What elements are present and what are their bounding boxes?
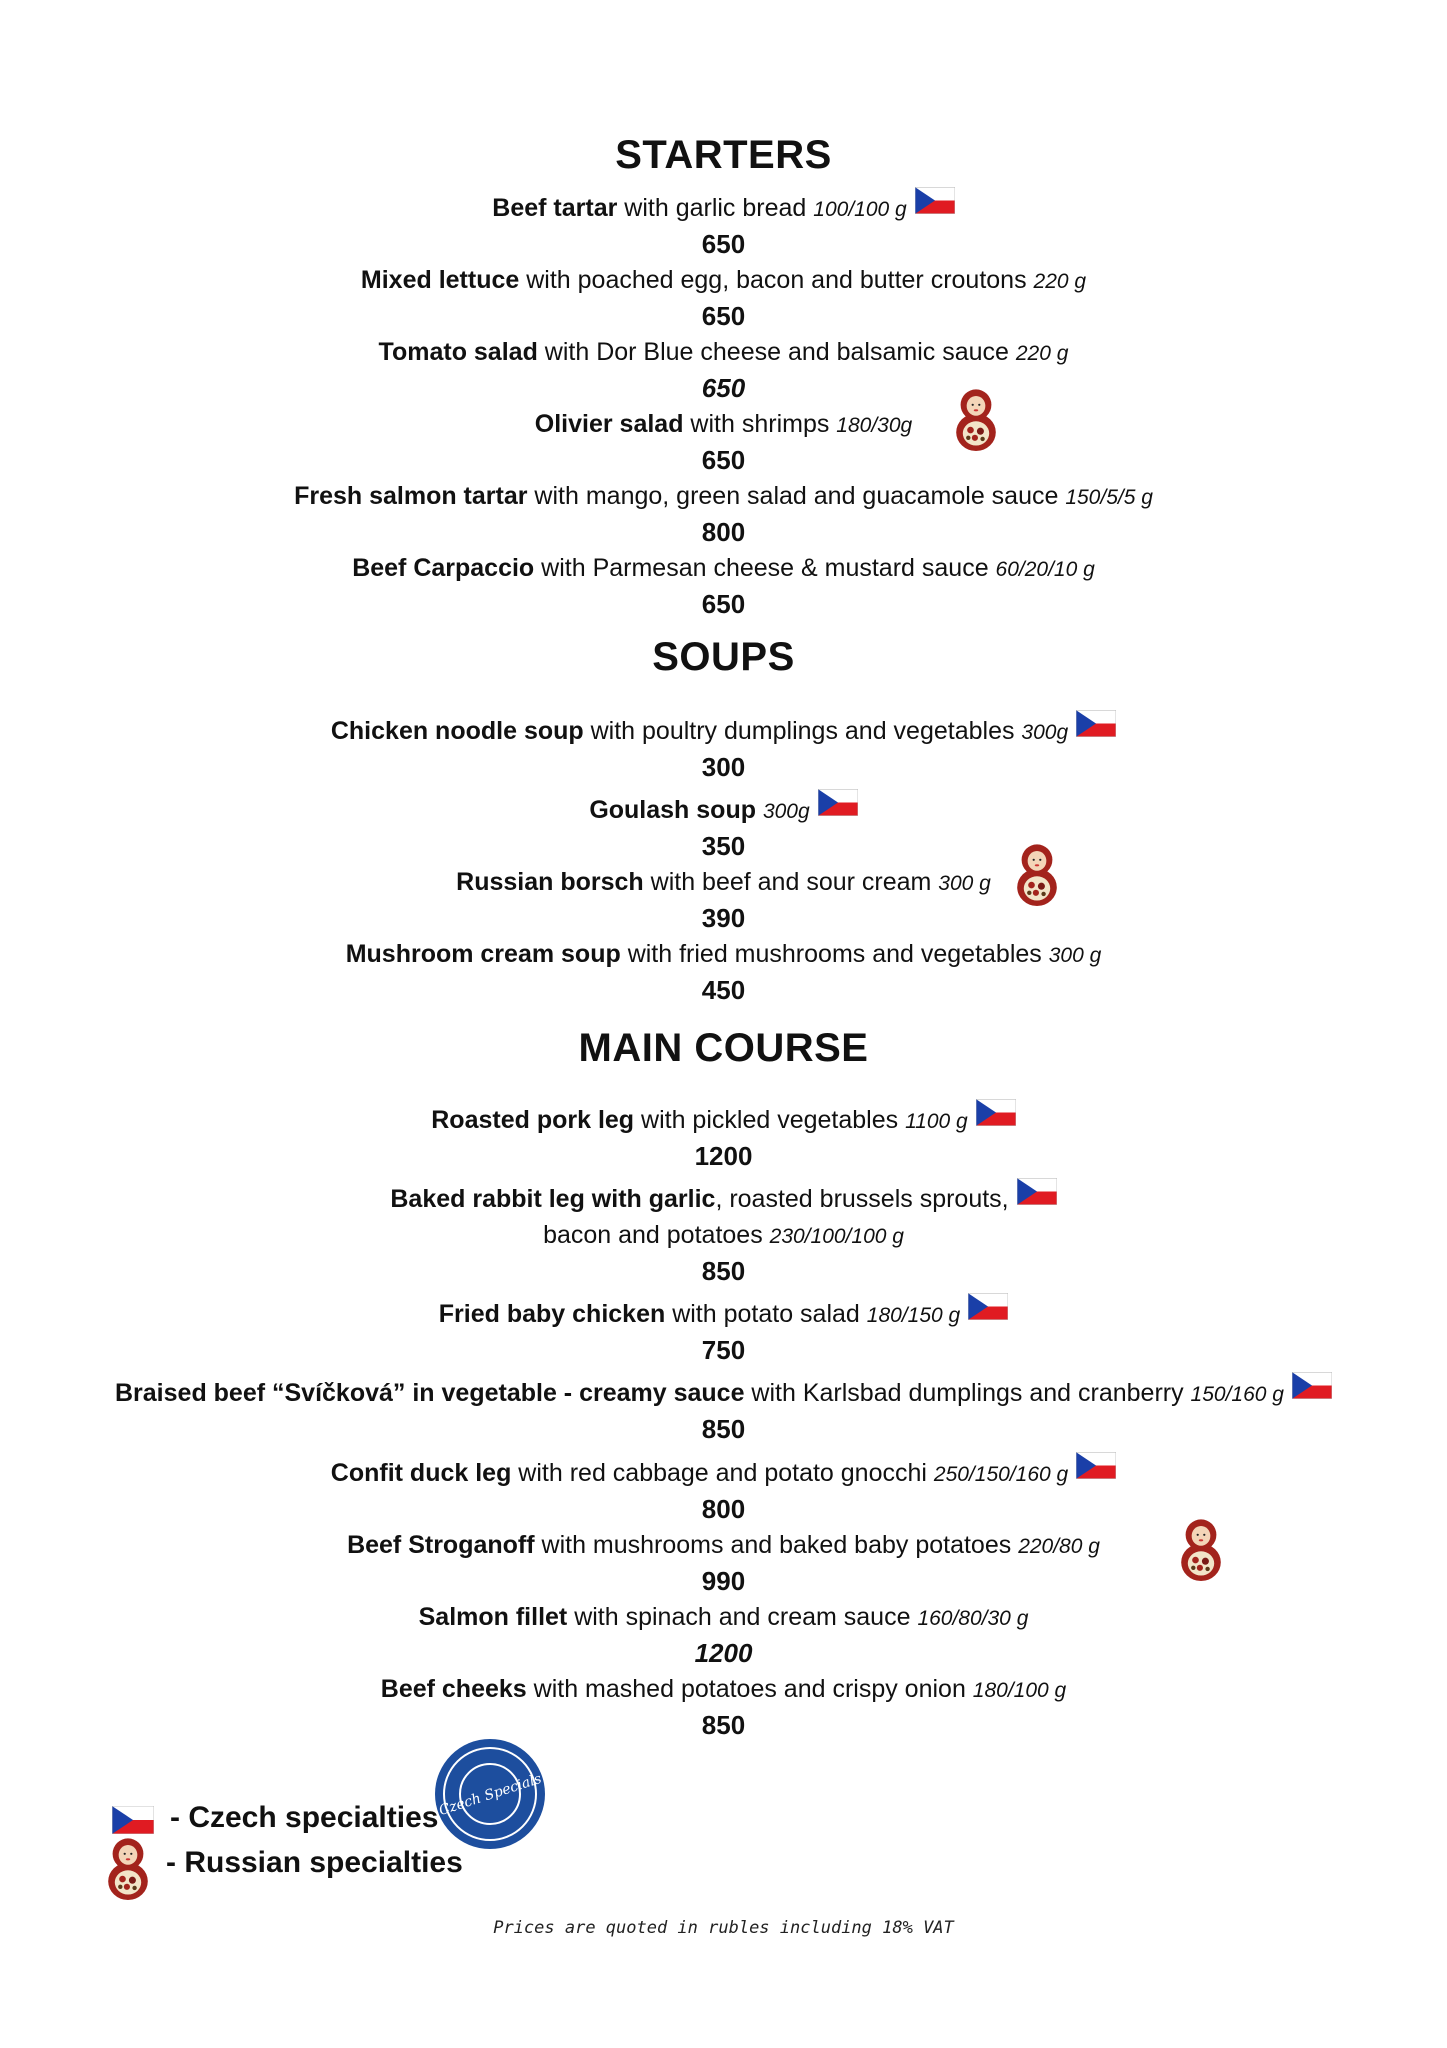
item-weight: 150/160 g [1190,1383,1284,1406]
item-weight: 300g [762,800,810,823]
menu-item [0,191,1447,227]
stamp-text: Czech Specials [437,1770,544,1820]
item-name: Russian borsch [456,868,644,896]
item-description: with mashed potatoes and crispy onion [526,1675,973,1703]
item-name: Beef tartar [492,194,618,222]
item-weight: 220 g [1033,270,1087,293]
item-description [756,796,763,824]
item-price: 300 [701,752,746,782]
item-name: Baked rabbit leg with garlic [390,1185,716,1213]
item-description-continued: bacon and potatoes [543,1221,770,1249]
item-price: 650 [701,229,746,259]
item-weight: 300 g [938,872,991,895]
item-name: Mixed lettuce [360,266,520,294]
footnote-vat: Prices are quoted in rubles including 18% VAT [493,1918,954,1938]
menu-item [0,1528,1447,1564]
item-price: 1200 [694,1638,753,1668]
item-name: Roasted pork leg [431,1106,635,1134]
menu-item [0,1600,1447,1636]
menu-item [0,1456,1447,1492]
item-price: 850 [701,1414,746,1444]
item-name: Beef cheeks [380,1675,527,1703]
item-price: 990 [701,1566,746,1596]
item-weight: 150/5/5 g [1065,486,1153,509]
item-description: with red cabbage and potato gnocchi [511,1459,934,1487]
czech-flag-icon [1076,1452,1116,1488]
item-weight: 160/80/30 g [917,1607,1029,1630]
czech-specials-stamp [432,1736,548,1852]
legend-russian: - Russian specialties [166,1846,463,1879]
item-name: Fried baby chicken [438,1300,666,1328]
item-description: with pickled vegetables [634,1106,906,1134]
item-price: 800 [701,1494,746,1524]
item-price: 650 [701,589,746,619]
item-description: with Parmesan cheese & mustard sauce [534,554,996,582]
czech-flag-icon [1292,1372,1332,1408]
menu-item [0,263,1447,299]
item-price: 850 [701,1710,746,1740]
menu-item [0,1376,1447,1412]
item-weight: 180/100 g [972,1679,1067,1702]
menu-item [0,1103,1447,1139]
menu-item [0,551,1447,587]
menu-item [0,793,1447,829]
item-price: 1200 [694,1141,753,1171]
item-name: Beef Carpaccio [352,554,535,582]
item-name: Chicken noodle soup [330,717,584,745]
section-title-2: MAIN COURSE [578,1026,869,1070]
item-weight: 250/150/160 g [933,1463,1069,1486]
item-description: with poultry dumplings and vegetables [583,717,1022,745]
item-name: Confit duck leg [330,1459,512,1487]
item-description: with shrimps [683,410,837,438]
item-price: 350 [701,831,746,861]
item-name: Olivier salad [534,410,684,438]
menu-item [0,407,1447,443]
czech-flag-icon [968,1293,1008,1329]
item-weight: 300 g [1048,944,1102,967]
item-description: with beef and sour cream [643,868,939,896]
item-weight: 1100 g [905,1110,968,1133]
czech-flag-icon [1017,1178,1057,1214]
item-price: 450 [701,975,746,1005]
item-name: Beef Stroganoff [347,1531,535,1559]
menu-item [0,1182,1447,1218]
item-price: 650 [701,373,746,403]
item-name: Tomato salad [378,338,538,366]
item-weight: 100/100 g [813,198,907,221]
item-price: 800 [701,517,746,547]
item-price: 390 [701,903,746,933]
item-name: Braised beef “Svíčková” in vegetable - creamy sauce [115,1379,745,1407]
item-name: Goulash soup [589,796,756,824]
item-weight: 60/20/10 g [995,558,1095,581]
legend-czech: - Czech specialties [170,1801,439,1834]
item-description: with potato salad [665,1300,867,1328]
item-weight: 220/80 g [1018,1535,1100,1558]
menu-item [0,865,1447,901]
menu-item [0,1672,1447,1708]
item-weight: 300g [1021,721,1069,744]
menu-item-continued [0,1218,1447,1254]
item-price: 750 [701,1335,746,1365]
item-description: with poached egg, bacon and butter croutons [519,266,1034,294]
czech-flag-icon [818,789,858,825]
item-description: with mango, green salad and guacamole sauce [527,482,1066,510]
menu-item [0,335,1447,371]
item-name: Mushroom cream soup [345,940,621,968]
item-name: Salmon fillet [418,1603,568,1631]
item-price: 650 [701,301,746,331]
item-weight: 180/150 g [866,1304,961,1327]
legend-matryoshka-icon [106,1832,150,1907]
item-description: with spinach and cream sauce [567,1603,918,1631]
item-description: with mushrooms and baked baby potatoes [534,1531,1019,1559]
item-name: Fresh salmon tartar [294,482,528,510]
item-description: with garlic bread [617,194,814,222]
item-description: with Dor Blue cheese and balsamic sauce [537,338,1016,366]
section-title-0: STARTERS [615,133,832,177]
menu-item [0,714,1447,750]
menu-item [0,1297,1447,1333]
czech-flag-icon [915,187,955,223]
item-description: , roasted brussels sprouts, [715,1185,1009,1213]
item-weight: 220 g [1015,342,1069,365]
item-description: with Karlsbad dumplings and cranberry [744,1379,1191,1407]
item-weight: 230/100/100 g [769,1225,904,1248]
item-weight: 180/30g [836,414,913,437]
czech-flag-icon [1076,710,1116,746]
czech-flag-icon [976,1099,1016,1135]
item-price: 650 [701,445,746,475]
section-title-1: SOUPS [652,635,795,679]
item-price: 850 [701,1256,746,1286]
item-description: with fried mushrooms and vegetables [620,940,1049,968]
menu-item [0,937,1447,973]
menu-item [0,479,1447,515]
